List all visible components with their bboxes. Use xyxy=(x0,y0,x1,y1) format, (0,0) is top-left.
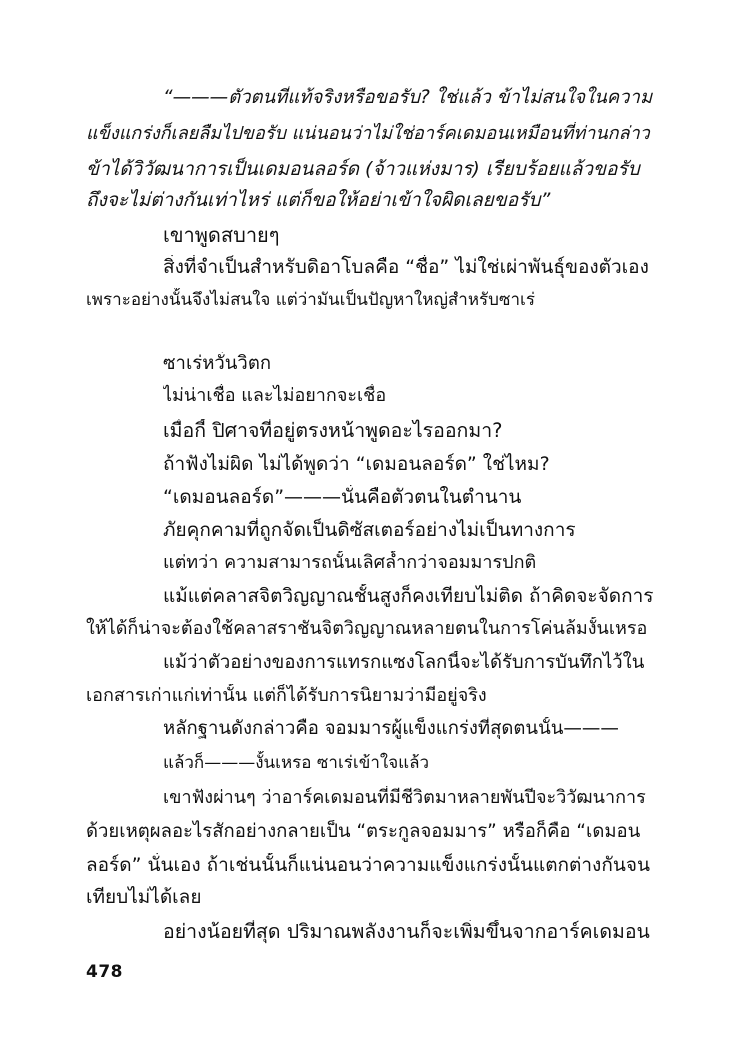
text-line: เขาพูดสบายๆ xyxy=(163,223,280,247)
text-line: เขาฟังผ่านๆ ว่าอาร์คเดมอนที่มีชีวิตมาหลายพันปีจะวิวัฒนาการ xyxy=(163,787,646,808)
text-line: ไม่น่าเชื่อ และไม่อยากจะเชื่อ xyxy=(163,385,387,406)
text-line: เทียบไม่ได้เลย xyxy=(86,886,202,908)
page-number: 478 xyxy=(86,962,123,982)
text-line: แล้วก็———งั้นเหรอ ซาเร่เข้าใจแล้ว xyxy=(163,753,430,773)
text-line: ซาเร่หวั่นวิตก xyxy=(163,353,272,374)
text-line: ถึงจะไม่ต่างกันเท่าไหร่ แต่ก็ขอให้อย่าเข้าใจผิดเลยขอรับ” xyxy=(86,189,551,211)
text-line: ด้วยเหตุผลอะไรสักอย่างกลายเป็น “ตระกูลจอมมาร” หรือก็คือ “เดมอน xyxy=(86,821,641,842)
text-line: เมื่อกี้ ปิศาจที่อยู่ตรงหน้าพูดอะไรออกมา? xyxy=(163,419,503,442)
text-line: แม้แต่คลาสจิตวิญญาณชั้นสูงก็คงเทียบไม่ติด ถ้าคิดจะจัดการ xyxy=(163,585,653,607)
text-line: หลักฐานดังกล่าวคือ จอมมารผู้แข็งแกร่งที่สุดตนนั้น——— xyxy=(163,718,619,739)
text-line: เอกสารเก่าแก่เท่านั้น แต่ก็ได้รับการนิยามว่ามีอยู่จริง xyxy=(86,685,487,706)
text-line: เพราะอย่างนั้นจึงไม่สนใจ แต่ว่ามันเป็นปัญหาใหญ่สำหรับซาเร่ xyxy=(86,290,535,310)
text-line: สิ่งที่จำเป็นสำหรับดิอาโบลคือ “ชื่อ” ไม่ใช่เผ่าพันธุ์ของตัวเอง xyxy=(163,256,649,278)
text-line: “———ตัวตนที่แท้จริงหรือขอรับ? ใช่แล้ว ข้าไม่สนใจในความ xyxy=(163,87,653,108)
text-line: ภัยคุกคามที่ถูกจัดเป็นดิซัสเตอร์อย่างไม่เป็นทางการ xyxy=(163,519,576,541)
text-line: แต่ทว่า ความสามารถนั้นเลิศล้ำกว่าจอมมารปกติ xyxy=(163,552,537,573)
text-line: “เดมอนลอร์ด”———นั่นคือตัวตนในตำนาน xyxy=(163,486,522,508)
text-line: ให้ได้ก็น่าจะต้องใช้คลาสราชันจิตวิญญาณหลายตนในการโค่นล้มงั้นเหรอ xyxy=(86,618,648,639)
text-line: ข้าได้วิวัฒนาการเป็นเดมอนลอร์ด (จ้าวแห่งมาร) เรียบร้อยแล้วขอรับ xyxy=(86,158,640,180)
text-line: ลอร์ด” นั่นเอง ถ้าเช่นนั้นก็แน่นอนว่าความแข็งแกร่งนั้นแตกต่างกันจน xyxy=(86,854,650,876)
text-line: แม้ว่าตัวอย่างของการแทรกแซงโลกนี้จะได้รับการบันทึกไว้ใน xyxy=(163,652,645,673)
text-line: แข็งแกร่งก็เลยลืมไปขอรับ แน่นอนว่าไม่ใช่อาร์คเดมอนเหมือนที่ท่านกล่าว xyxy=(86,123,650,144)
text-line: ถ้าฟังไม่ผิด ไม่ได้พูดว่า “เดมอนลอร์ด” ใช่ไหม? xyxy=(163,453,550,475)
text-line: อย่างน้อยที่สุด ปริมาณพลังงานก็จะเพิ่มขึ้นจากอาร์คเดมอน xyxy=(163,920,650,943)
